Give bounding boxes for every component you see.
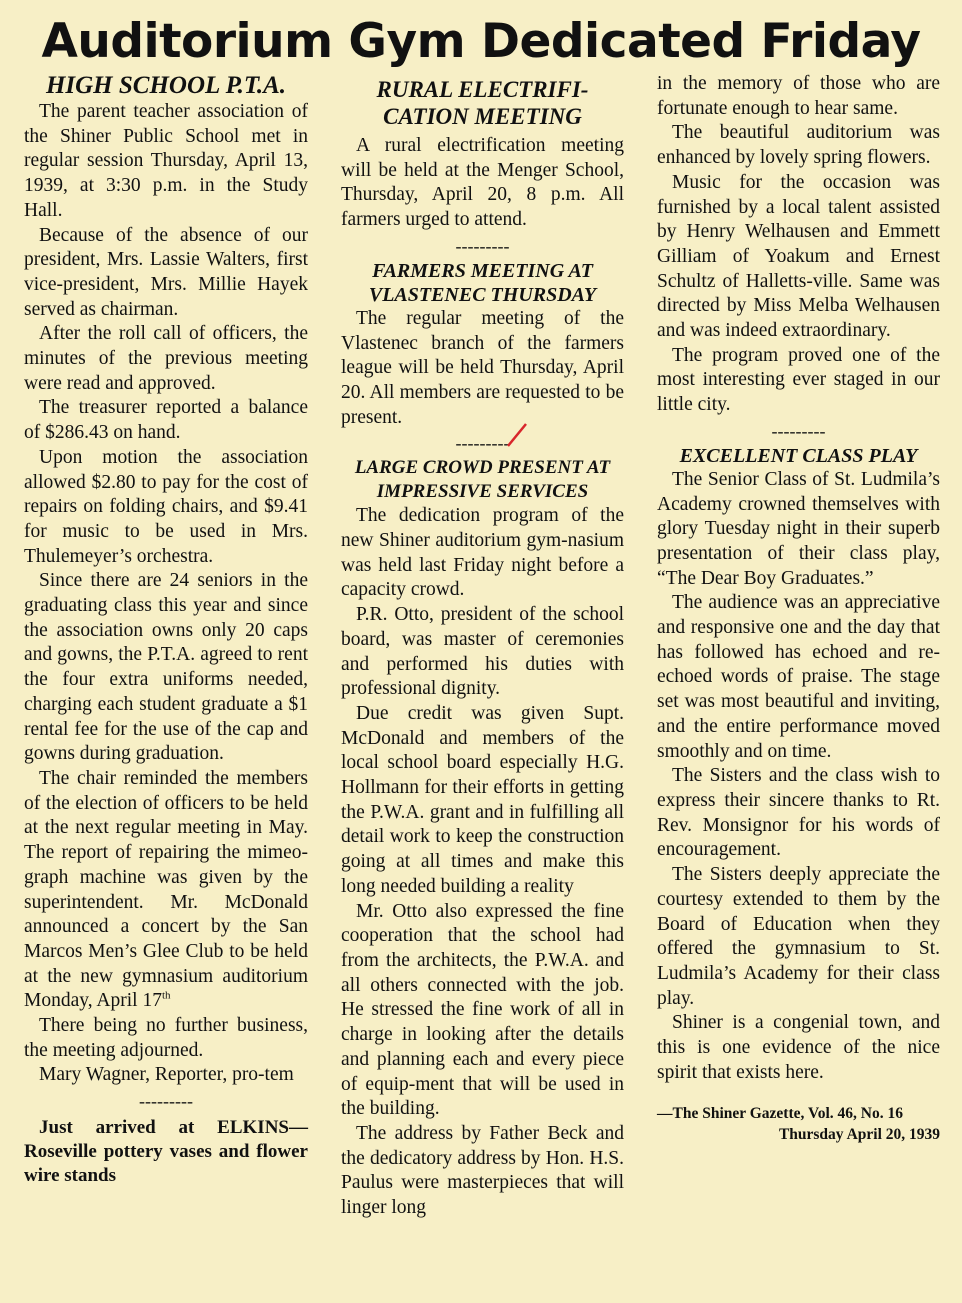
masthead-headline: Auditorium Gym Dedicated Friday — [41, 14, 921, 69]
rural-heading: RURAL ELECTRIFI-CATION MEETING — [376, 77, 589, 129]
farmers-paragraph: The regular meeting of the Vlastenec branch of the farmers league will be held Thursday, April 20. All members are requested to be present. — [341, 307, 624, 428]
pta-heading: HIGH SCHOOL P.T.A. — [45, 72, 287, 99]
crowd-paragraph: The dedication program of the new Shiner auditorium gym-nasium was held last Friday night before a capacity crowd. — [341, 505, 624, 601]
elkins-ad: Just arrived at ELKINS—Roseville pottery vases and flower wire stands — [24, 1117, 308, 1187]
class-play-paragraph: Shiner is a congenial town, and this is one evidence of the nice spirit that exists here. — [657, 1012, 940, 1083]
class-play-heading: EXCELLENT CLASS PLAY — [679, 444, 918, 467]
pta-chair-sup: th — [161, 989, 171, 1002]
pta-reporter: Mary Wagner, Reporter, pro-tem — [39, 1064, 294, 1086]
services-paragraph: Music for the occasion was furnished by a local talent assisted by Henry Welhausen and Emmett Gilliam of Yoakum and Ernest Schultz of Halletts-ville. Same was directed by Miss Melba Welhausen and was indeed extraordinary. — [657, 171, 940, 342]
crowd-heading: LARGE CROWD PRESENT AT IMPRESSIVE SERVICES — [354, 457, 611, 503]
pta-paragraph: Because of the absence of our president, Mrs. Lassie Walters, first vice-president, Mrs. Millie Hayek served as chairman. — [24, 224, 308, 320]
continued-paragraph: in the memory of those who are fortunate enough to hear same. — [657, 73, 940, 119]
separator: --------- — [771, 420, 826, 441]
rural-paragraph: A rural electrification meeting will be held at the Menger School, Thursday, April 20, 8 p.m. All farmers urged to attend. — [341, 135, 624, 231]
separator: --------- — [455, 433, 510, 454]
class-play-paragraph: The audience was an appreciative and responsive one and the day that has followed has echoed and re-echoed words of praise. The stage set was most beautiful and inviting, and the entire performance moved smoothly and on time. — [657, 592, 940, 762]
column-continued — [657, 72, 940, 1145]
pta-chair-paragraph — [24, 767, 308, 1014]
class-play-paragraph: The Sisters and the class wish to express their sincere thanks to Rt. Rev. Monsignor for his words of encouragement. — [657, 765, 940, 861]
services-paragraph: The beautiful auditorium was enhanced by lovely spring flowers. — [657, 122, 940, 169]
crowd-paragraph: Due credit was given Supt. McDonald and members of the local school board especially H.G. Hollmann for their efforts in getting the P.W.A. grant and in fulfilling all detail work to keep the construction going at all times and make this long needed building a reality — [341, 702, 624, 897]
crowd-paragraph: The address by Father Beck and the dedicatory address by Hon. H.S. Paulus were masterpieces that will linger long — [341, 1122, 624, 1219]
column-meetings — [341, 76, 624, 1221]
crowd-paragraph: Mr. Otto also expressed the fine cooperation that the school had from the architects, the P.W.A. and all others connected with the job. He stressed the fine work of all in charge in looking after the details and planning each and every piece of equip-ment that will be used in the building. — [341, 900, 624, 1120]
class-play-paragraph: The Senior Class of St. Ludmila’s Academy crowned themselves with glory Tuesday night in their superb presentation of their class play, “The Dear Boy Graduates.” — [657, 468, 940, 589]
crowd-paragraph: P.R. Otto, president of the school board, was master of ceremonies and performed his duties with professional dignity. — [341, 604, 624, 700]
source-credit — [657, 1103, 940, 1145]
separator: --------- — [455, 235, 510, 256]
pta-paragraph: Since there are 24 seniors in the graduating class this year and since the association owns only 20 caps and gowns, the P.T.A. agreed to rent the four extra uniforms needed, charging each student graduate a $1 rental fee for the use of the cap and gowns during graduation. — [24, 570, 308, 765]
proof-mark-icon — [505, 420, 529, 450]
pta-paragraph: The treasurer reported a balance of $286.43 on hand. — [24, 397, 308, 444]
separator: --------- — [139, 1091, 193, 1112]
pta-chair-text: The chair reminded the members of the election of officers to be held at the next regular meeting in May. The report of repairing the mimeo-graph machine was given by the superintendent. Mr. McDonald announced a concert by the San Marcos Men’s Glee Club to be held at the new gymnasium auditorium Monday, April 17 — [24, 767, 308, 1012]
farmers-heading: FARMERS MEETING AT VLASTENEC THURSDAY — [368, 259, 597, 306]
column-pta — [24, 72, 308, 1188]
pta-paragraph: After the roll call of officers, the minutes of the previous meeting were read and approved. — [24, 323, 308, 394]
pta-paragraph: The parent teacher association of the Shiner Public School met in regular session Thursday, April 13, 1939, at 3:30 p.m. in the Study Hall. — [24, 101, 308, 221]
class-play-paragraph: The Sisters deeply appreciate the courtesy extended to them by the Board of Education when they offered the gymnasium to St. Ludmila’s Academy for their class play. — [657, 864, 940, 1009]
credit-date: Thursday April 20, 1939 — [778, 1126, 940, 1144]
pta-paragraph: There being no further business, the meeting adjourned. — [24, 1015, 308, 1061]
pta-paragraph: Upon motion the association allowed $2.80 to pay for the cost of repairs on folding chairs, and $9.41 for music to be used in Mrs. Thulemeyer’s orchestra. — [24, 446, 308, 567]
credit-publication: —The Shiner Gazette, Vol. 46, No. 16 — [657, 1105, 903, 1123]
services-paragraph: The program proved one of the most interesting ever staged in our little city. — [657, 344, 940, 416]
